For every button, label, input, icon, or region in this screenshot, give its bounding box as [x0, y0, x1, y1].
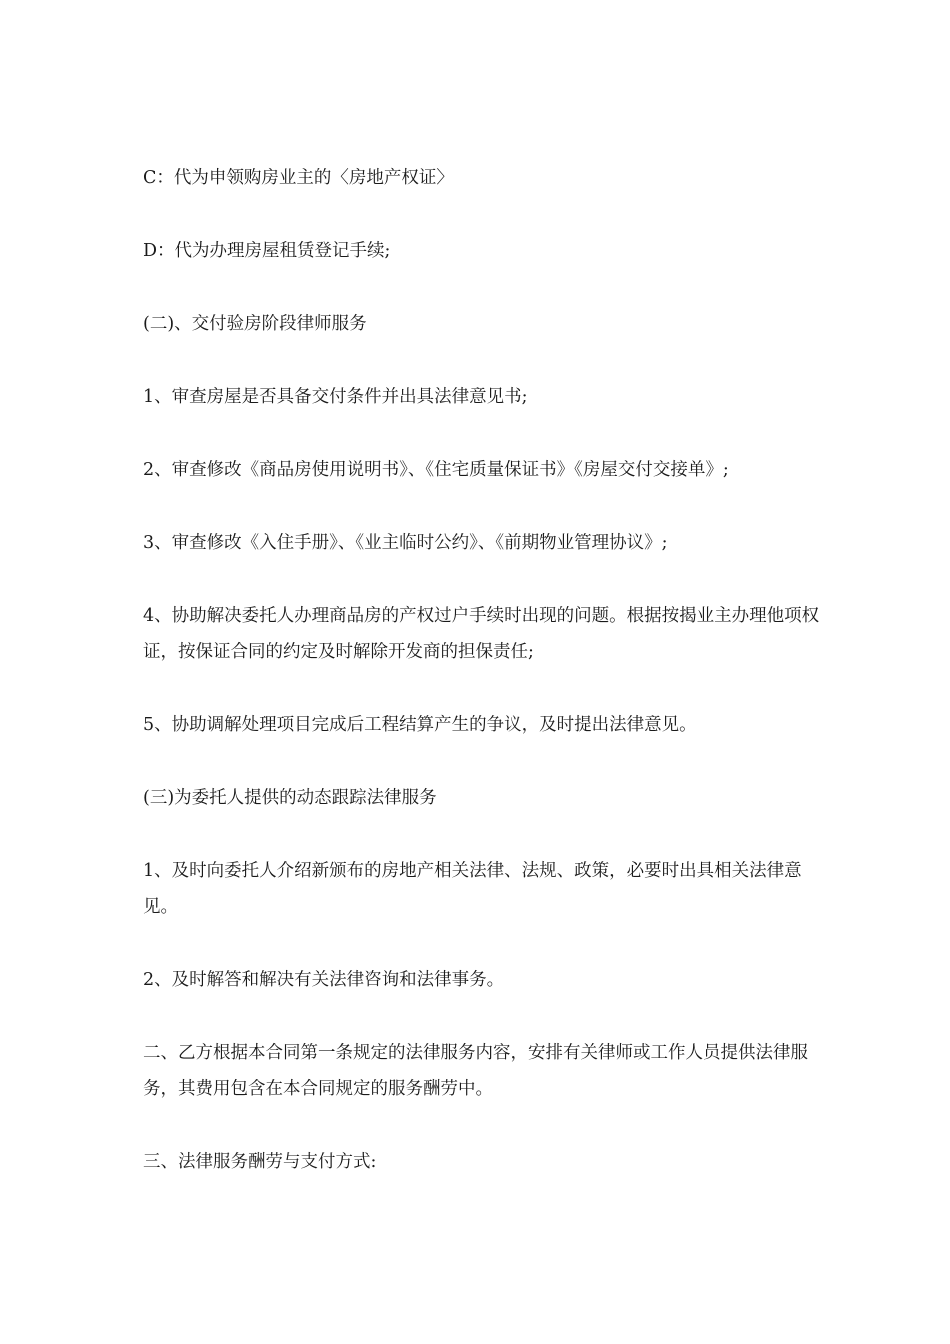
paragraph-item-d: D：代为办理房屋租赁登记手续; [143, 241, 391, 261]
paragraph-item-5: 5、协助调解处理项目完成后工程结算产生的争议，及时提出法律意见。 [143, 715, 697, 735]
paragraph-item-1: 1、审查房屋是否具备交付条件并出具法律意见书; [143, 387, 528, 407]
section-heading-3: (三)为委托人提供的动态跟踪法律服务 [143, 788, 437, 808]
section-heading-2: (二)、交付验房阶段律师服务 [143, 314, 367, 334]
paragraph-item-4: 4、协助解决委托人办理商品房的产权过户手续时出现的问题。根据按揭业主办理他项权证，按保证合同的约定及时解除开发商的担保责任; [143, 606, 820, 662]
paragraph-item-c: C：代为申领购房业主的〈房地产权证〉 [143, 168, 454, 188]
clause-two: 二、乙方根据本合同第一条规定的法律服务内容，安排有关律师或工作人员提供法律服务，其费用包含在本合同规定的服务酬劳中。 [143, 1043, 808, 1099]
paragraph-item-3: 3、审查修改《入住手册》、《业主临时公约》、《前期物业管理协议》; [143, 533, 668, 553]
document-body [143, 160, 823, 1217]
clause-three-heading: 三、法律服务酬劳与支付方式: [143, 1152, 377, 1172]
paragraph-item-3-1: 1、及时向委托人介绍新颁布的房地产相关法律、法规、政策，必要时出具相关法律意见。 [143, 861, 802, 917]
paragraph-item-3-2: 2、及时解答和解决有关法律咨询和法律事务。 [143, 970, 505, 990]
paragraph-item-2: 2、审查修改《商品房使用说明书》、《住宅质量保证书》《房屋交付交接单》; [143, 460, 729, 480]
